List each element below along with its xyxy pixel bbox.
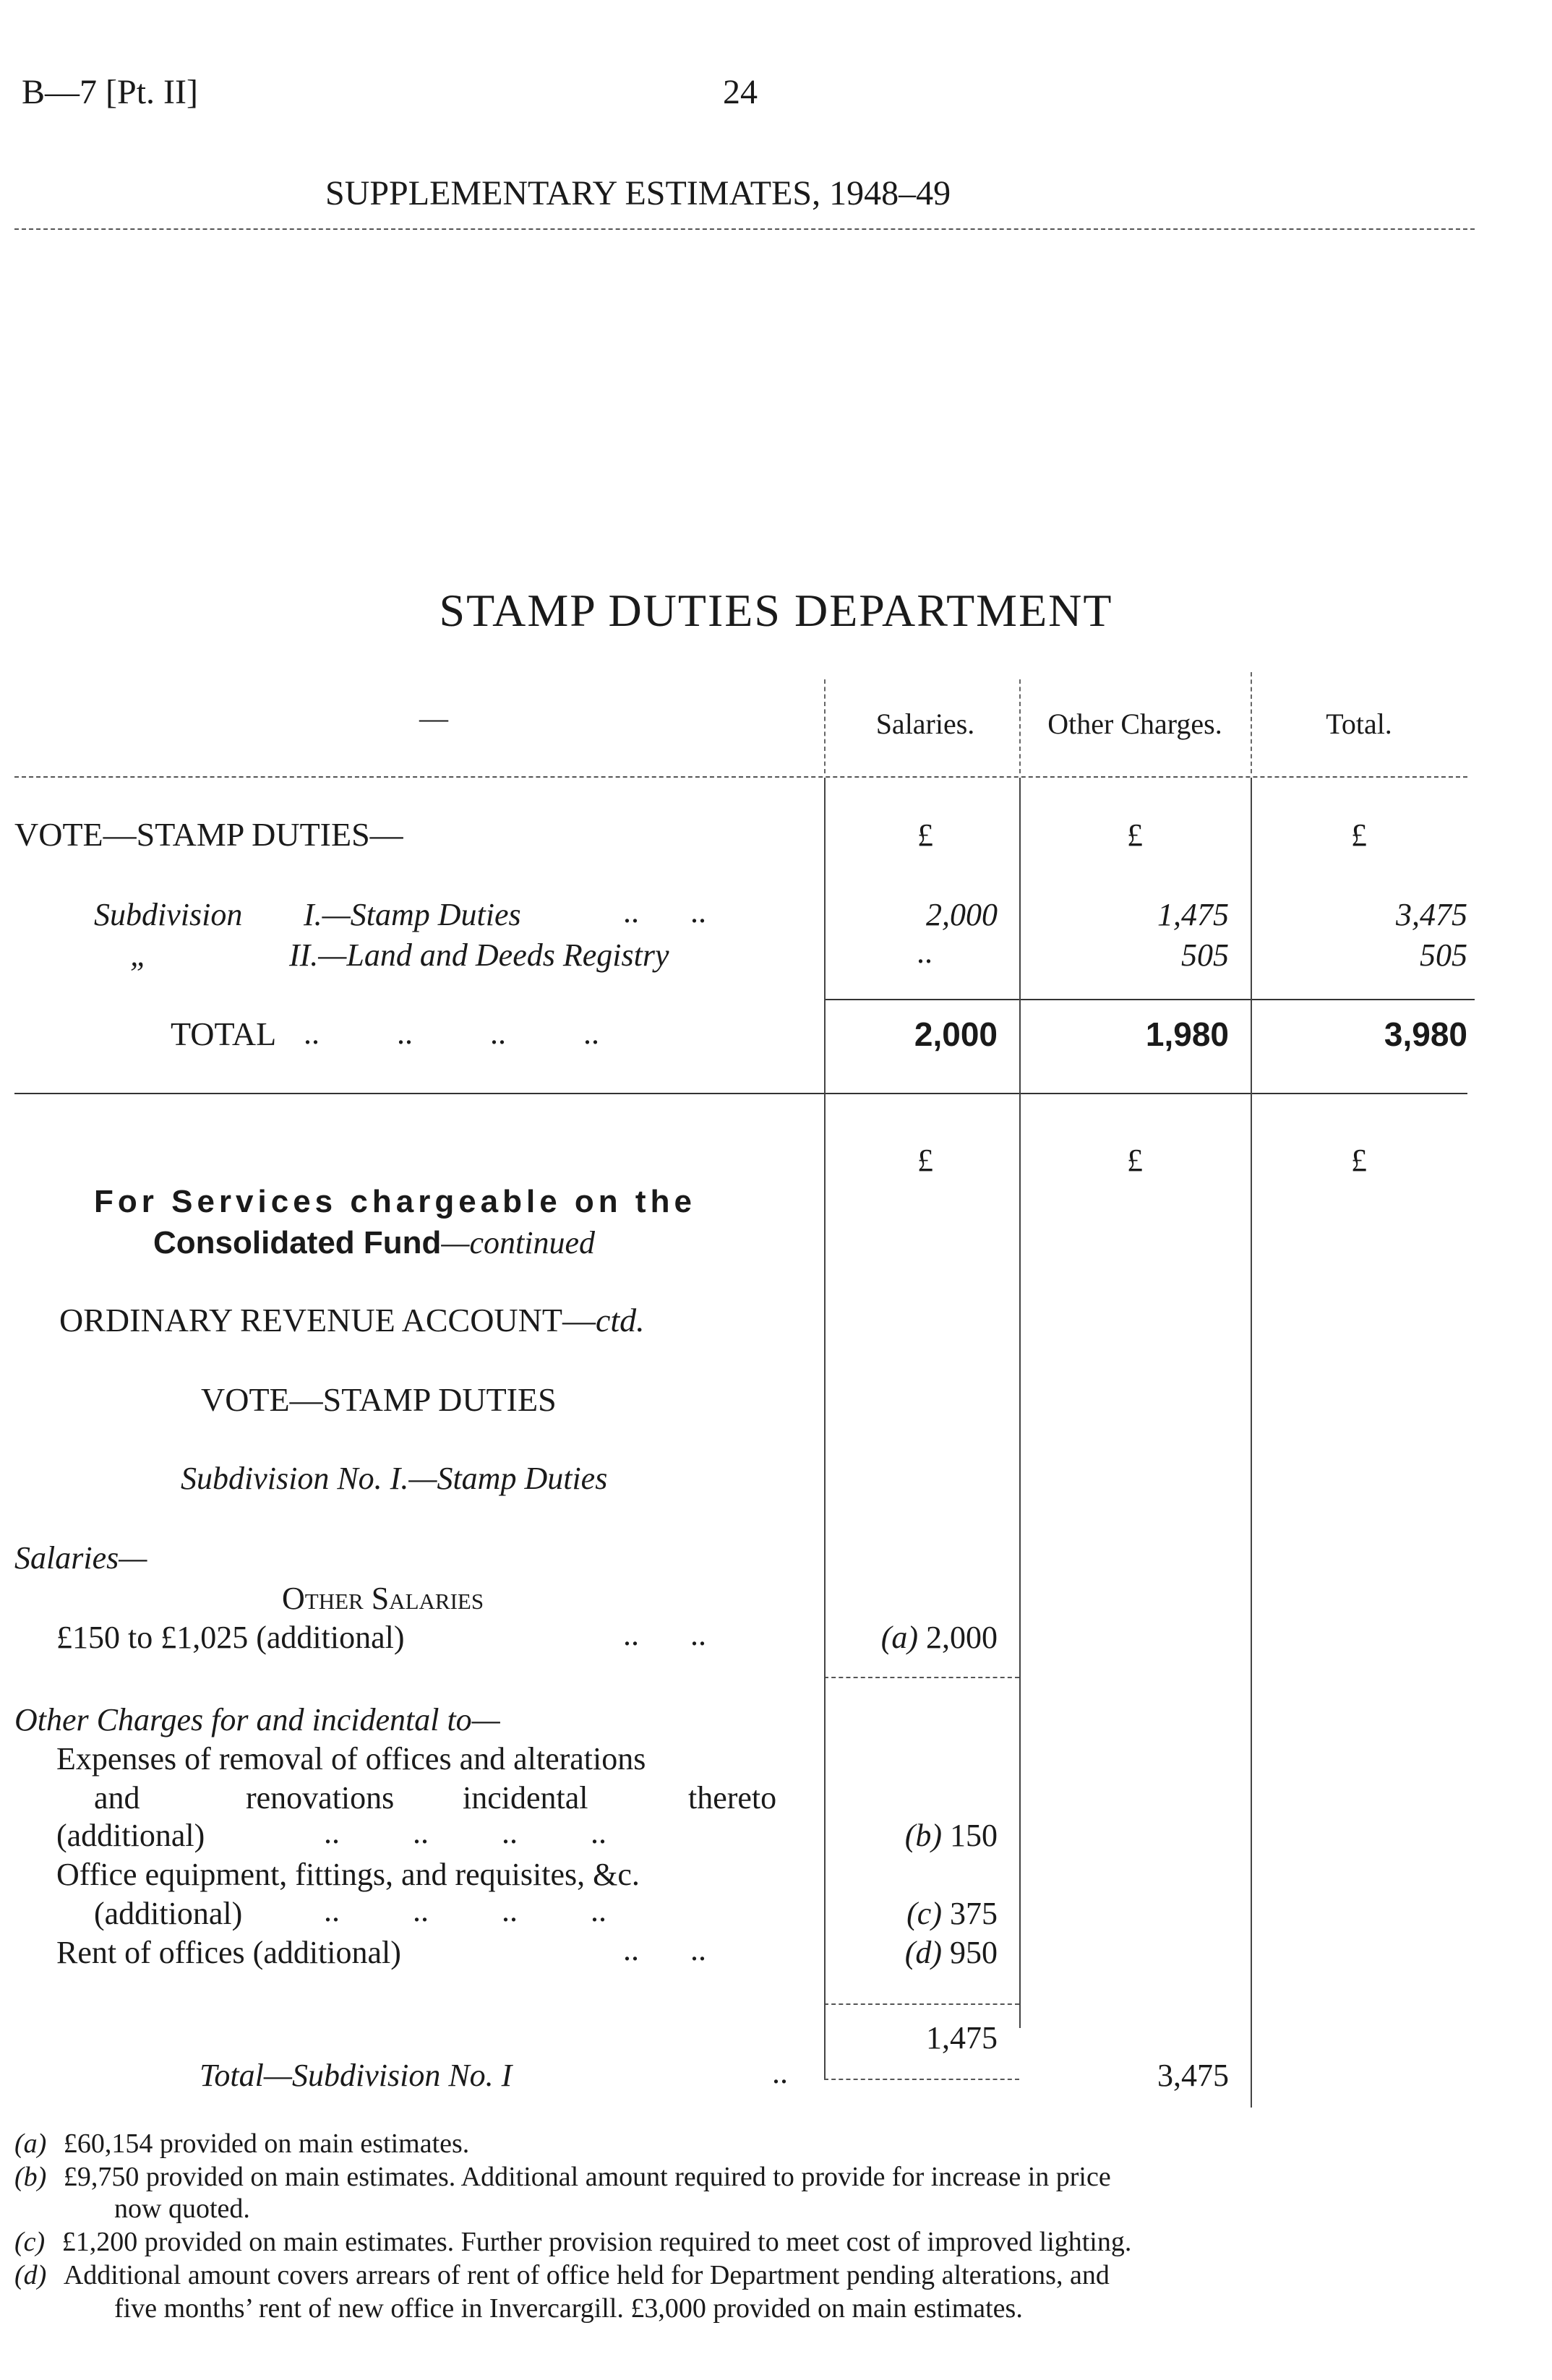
equip-line-1: Office equipment, fittings, and requisites, &c. <box>56 1857 640 1892</box>
footnote-mark: (c) <box>14 2227 46 2257</box>
equip-amount <box>824 1895 998 1932</box>
removal-line-2d: thereto <box>688 1780 777 1816</box>
removal-line-2a: and <box>94 1780 140 1816</box>
equip-value: 375 <box>950 1896 998 1931</box>
other-bottom-rule <box>824 2079 1019 2080</box>
footnote-c <box>14 2226 1131 2258</box>
row-total: 3,475 <box>1396 897 1467 932</box>
other-charges-label: Other Charges for and incidental to— <box>14 1702 500 1737</box>
summary-header-rule <box>14 776 1467 778</box>
footnote-mark: (a) <box>14 2128 47 2159</box>
summary-bottom-rule <box>14 1093 1467 1094</box>
row-leaders: .. .. <box>623 894 706 929</box>
subdivision-prefix: Subdivision <box>94 897 243 932</box>
salary-line: £150 to £1,025 (additional) <box>56 1620 405 1655</box>
row-label: II.—Land and Deeds Registry <box>289 937 669 973</box>
subdivision-total-leaders: .. <box>772 2055 788 2090</box>
footnote-b <box>14 2161 1111 2193</box>
removal-line-1: Expenses of removal of offices and alterations <box>56 1741 646 1777</box>
footnote-a <box>14 2128 469 2160</box>
footnote-ref-d: (d) <box>904 1935 942 1970</box>
footnote-text: £1,200 provided on main estimates. Further provision required to meet cost of improved lighting. <box>61 2227 1132 2257</box>
row-salaries: .. <box>917 935 933 970</box>
col-rule-total <box>1251 778 1252 2108</box>
header-rule <box>14 228 1475 230</box>
continued-label: —continued <box>441 1225 596 1260</box>
footnote-ref-b: (b) <box>904 1818 942 1853</box>
footnote-mark: (b) <box>14 2162 47 2192</box>
col-rule-other <box>1019 778 1021 2028</box>
removal-line-2c: incidental <box>463 1780 588 1816</box>
rent-line: Rent of offices (additional) <box>56 1935 401 1970</box>
col-rule-other-header <box>1019 679 1021 773</box>
account-label: ORDINARY REVENUE ACCOUNT— <box>59 1302 596 1339</box>
equip-leaders: .. .. .. .. <box>324 1893 606 1928</box>
rent-leaders: .. .. <box>623 1932 706 1967</box>
footnote-text: £9,750 provided on main estimates. Additional amount required to provide for increase in price <box>63 2162 1111 2192</box>
consolidated-fund-label: Consolidated Fund <box>153 1225 442 1260</box>
col-rule-salaries-header <box>824 679 826 773</box>
total-salaries: 2,000 <box>914 1015 998 1053</box>
salary-value: 2,000 <box>926 1620 998 1655</box>
footnote-b-cont: now quoted. <box>114 2194 250 2224</box>
total-total: 3,980 <box>1384 1015 1467 1053</box>
row-salaries: 2,000 <box>926 897 998 932</box>
other-salaries-label: Other Salaries <box>282 1581 484 1616</box>
document-reference: B—7 [Pt. II] <box>22 73 198 111</box>
removal-line-2b: renovations <box>246 1780 395 1816</box>
other-subtotal-rule <box>824 2003 1019 2005</box>
currency-salaries: £ <box>917 817 933 853</box>
total-label: TOTAL <box>171 1015 277 1052</box>
removal-amount <box>824 1817 998 1854</box>
currency-other: £ <box>1127 817 1143 853</box>
department-title: STAMP DUTIES DEPARTMENT <box>439 585 1113 636</box>
salary-rule <box>824 1677 1019 1678</box>
footnote-mark: (d) <box>14 2260 47 2290</box>
subdivision-total-value: 3,475 <box>1157 2058 1229 2093</box>
row-other: 1,475 <box>1157 897 1229 932</box>
account-heading <box>59 1301 645 1339</box>
detail-currency-other: £ <box>1127 1143 1143 1178</box>
row-other: 505 <box>1181 937 1229 973</box>
footnote-ref-c: (c) <box>906 1896 942 1931</box>
col-rule-salaries <box>824 778 826 2079</box>
subdivision-heading: Subdivision No. I.—Stamp Duties <box>181 1461 608 1496</box>
detail-currency-salaries: £ <box>917 1143 933 1178</box>
row-total: 505 <box>1420 937 1467 973</box>
col-header-total: Total. <box>1326 708 1392 740</box>
other-subtotal: 1,475 <box>926 2020 998 2055</box>
row-label: I.—Stamp Duties <box>304 897 521 932</box>
subdivision-total-label: Total—Subdivision No. I <box>200 2058 513 2093</box>
footnote-d <box>14 2259 1110 2291</box>
salary-amount <box>824 1619 998 1656</box>
subtotal-rule <box>824 999 1475 1000</box>
footnote-text: £60,154 provided on main estimates. <box>63 2128 470 2159</box>
col-header-other: Other Charges. <box>1047 708 1222 740</box>
total-other: 1,980 <box>1145 1015 1229 1053</box>
rent-amount <box>824 1934 998 1971</box>
account-ctd: ctd. <box>595 1302 645 1339</box>
services-heading: For Services chargeable on the <box>94 1184 696 1219</box>
detail-currency-total: £ <box>1351 1143 1367 1178</box>
col-header-salaries: Salaries. <box>875 708 975 740</box>
page-number: 24 <box>723 73 758 111</box>
currency-total: £ <box>1351 817 1367 853</box>
vote-heading: VOTE—STAMP DUTIES <box>201 1381 557 1418</box>
salaries-label: Salaries— <box>14 1540 147 1576</box>
footnote-text: Additional amount covers arrears of rent of office held for Department pending alterations, and <box>63 2260 1110 2290</box>
salary-leaders: .. .. <box>623 1617 706 1652</box>
equip-line-2: (additional) <box>94 1896 243 1931</box>
col-header-desc: — <box>419 702 448 734</box>
footnote-d-cont: five months’ rent of new office in Invercargill. £3,000 provided on main estimates. <box>114 2293 1023 2324</box>
removal-line-3: (additional) <box>56 1818 205 1853</box>
ditto-mark: „ <box>130 937 148 973</box>
vote-label: VOTE—STAMP DUTIES— <box>14 816 403 853</box>
rent-value: 950 <box>950 1935 998 1970</box>
running-title: SUPPLEMENTARY ESTIMATES, 1948–49 <box>325 174 951 212</box>
footnote-ref-a: (a) <box>880 1620 918 1655</box>
consolidated-fund-heading <box>153 1224 595 1261</box>
col-rule-total-header <box>1251 672 1252 773</box>
removal-value: 150 <box>950 1818 998 1853</box>
removal-leaders: .. .. .. .. <box>324 1815 606 1850</box>
total-leaders: .. .. .. .. <box>304 1015 599 1051</box>
